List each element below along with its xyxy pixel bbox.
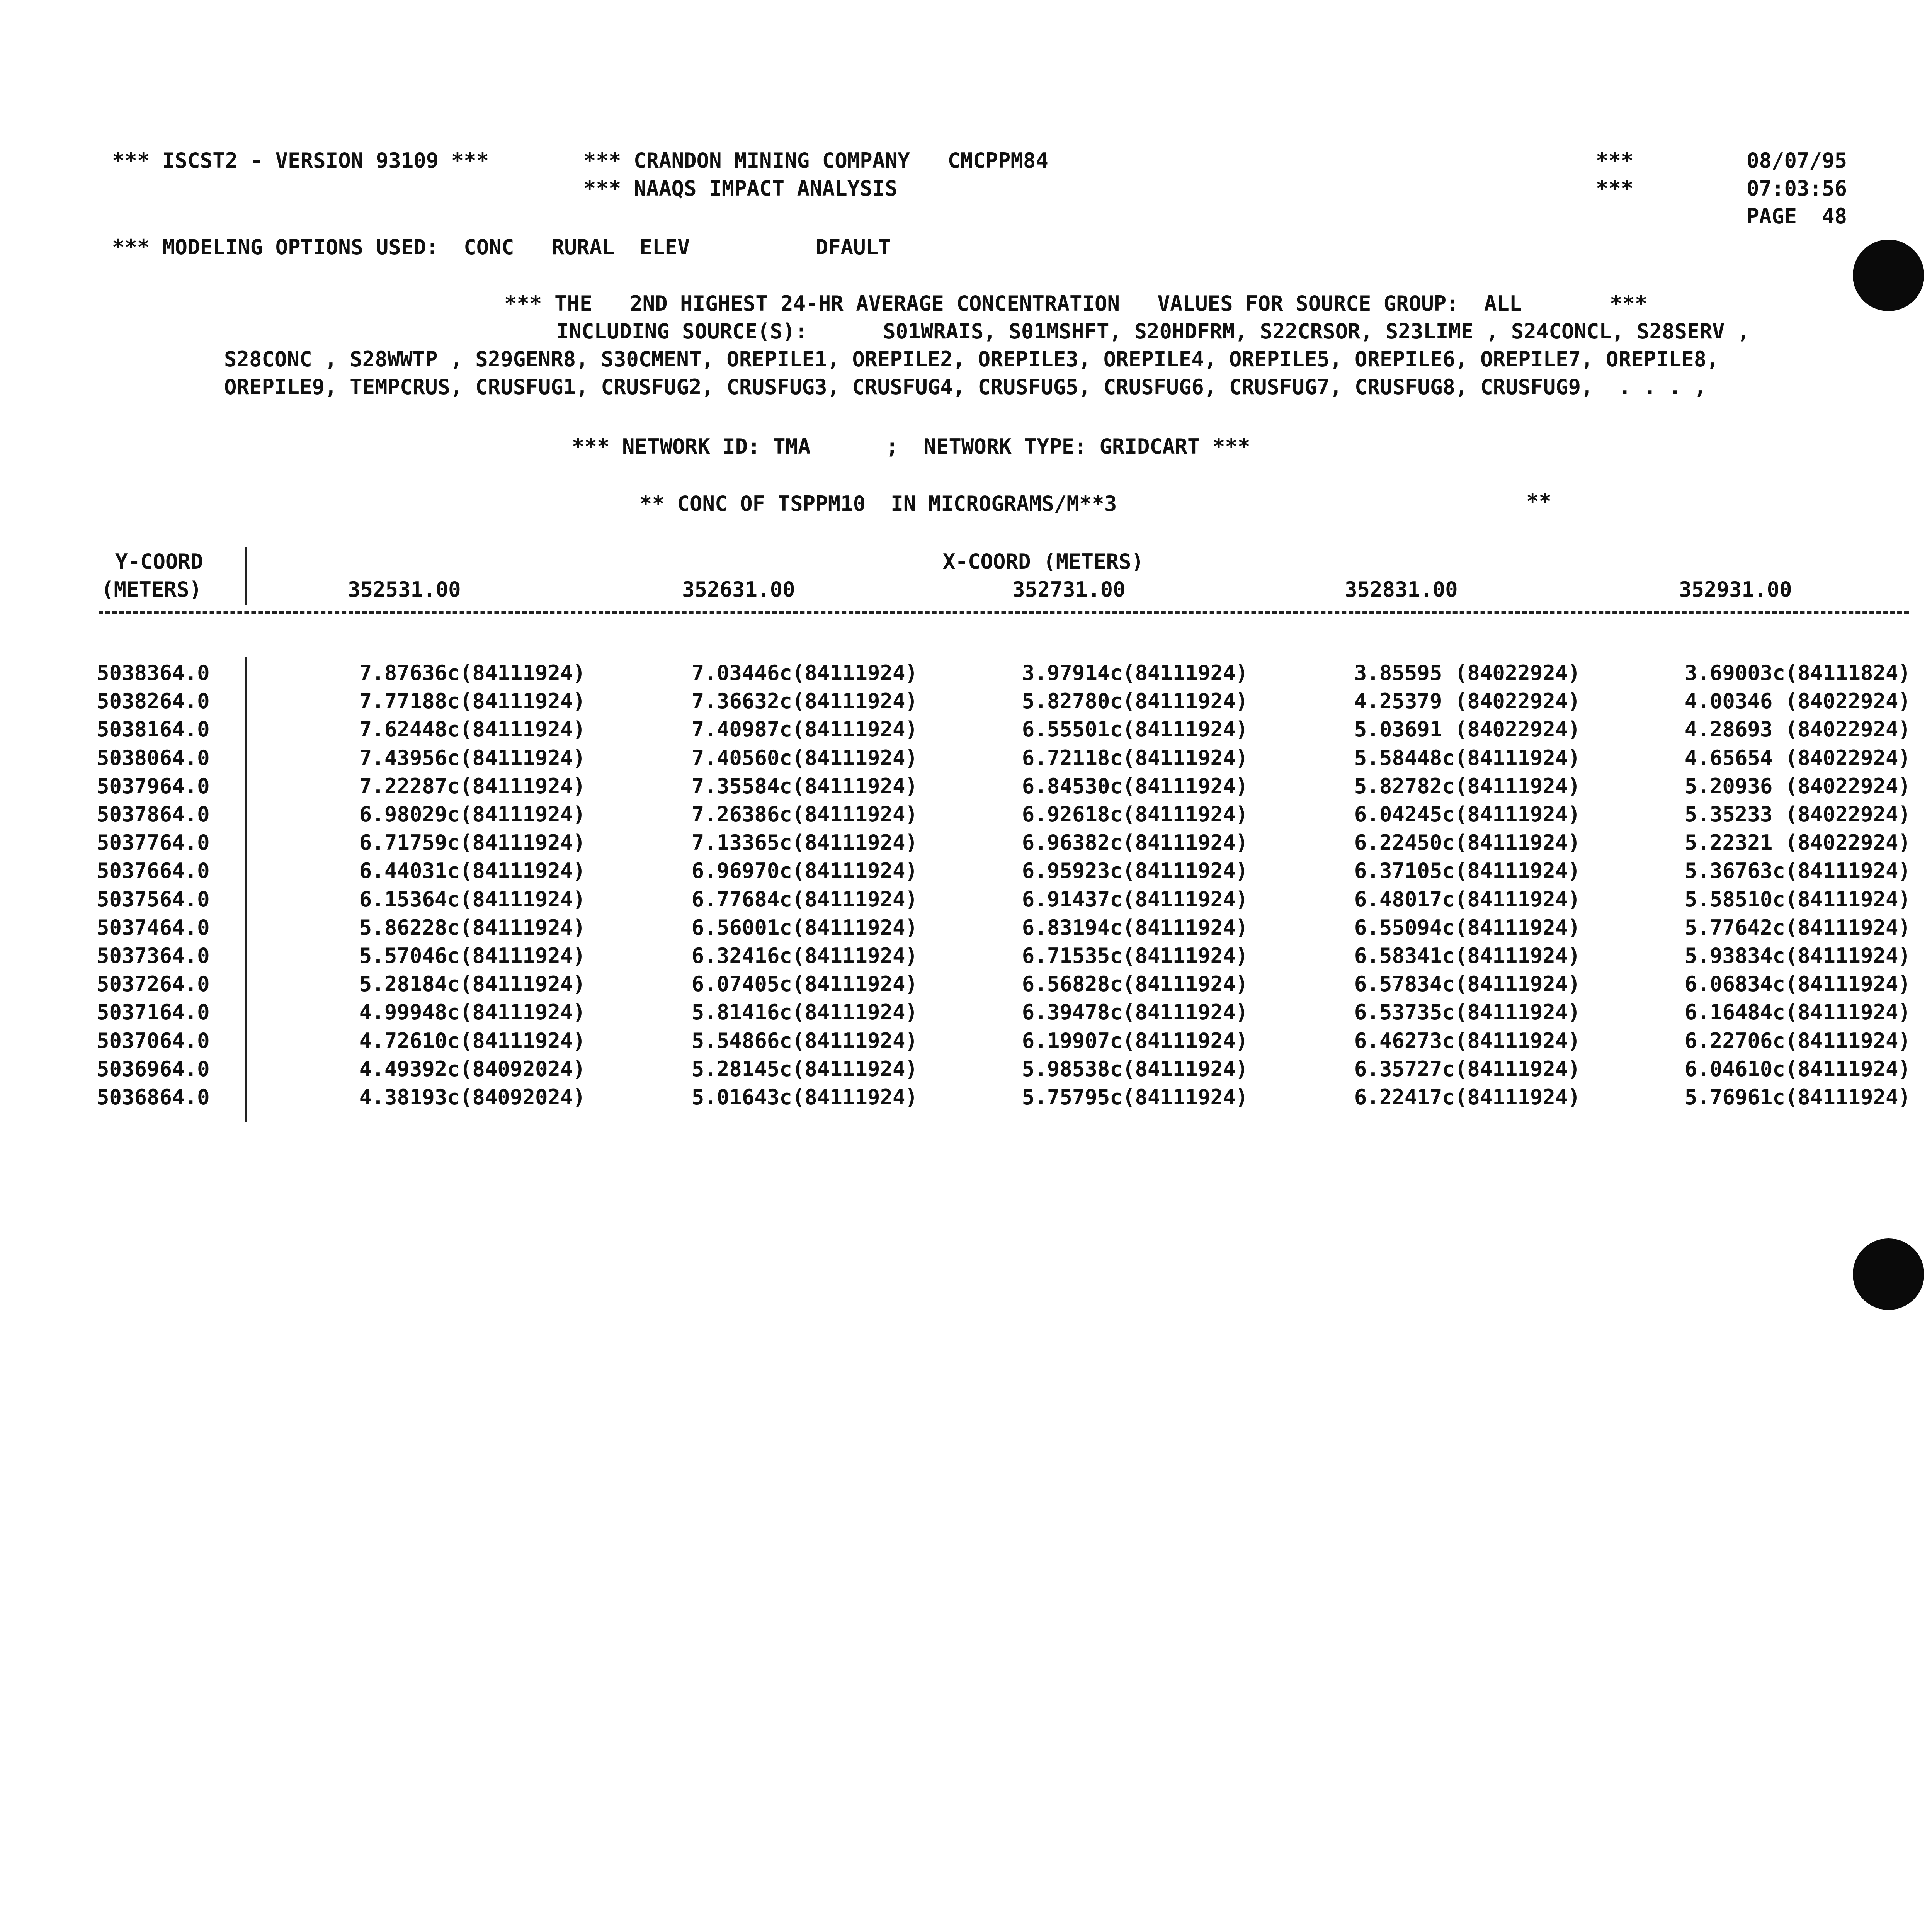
- concentration-value: 6.22706c(84111924): [1684, 1028, 1911, 1053]
- concentration-value: 5.86228c(84111924): [359, 915, 585, 940]
- concentration-value: 6.77684c(84111924): [691, 887, 918, 912]
- table-row: [0, 970, 1932, 998]
- concentration-value: 5.03691 (84022924): [1354, 717, 1580, 742]
- concentration-value: 7.35584c(84111924): [691, 774, 918, 798]
- concentration-value: 5.82780c(84111924): [1022, 689, 1248, 714]
- concentration-value: 5.54866c(84111924): [691, 1028, 918, 1053]
- concentration-value: 7.62448c(84111924): [359, 717, 585, 742]
- concentration-value: 6.22450c(84111924): [1354, 830, 1580, 855]
- concentration-value: 6.32416c(84111924): [691, 944, 918, 968]
- table-row: [0, 744, 1932, 772]
- concentration-value: 7.26386c(84111924): [691, 802, 918, 827]
- report-date: 08/07/95: [1747, 148, 1847, 173]
- table-row: [0, 659, 1932, 687]
- concentration-value: 6.44031c(84111924): [359, 859, 585, 883]
- concentration-value: 3.69003c(84111824): [1684, 661, 1911, 685]
- header-stars-2: ***: [1596, 176, 1634, 201]
- concentration-value: 7.43956c(84111924): [359, 745, 585, 770]
- concentration-value: 6.06834c(84111924): [1684, 972, 1911, 997]
- concentration-value: 7.40987c(84111924): [691, 717, 918, 742]
- header-stars-1: ***: [1596, 148, 1634, 173]
- table-row: [0, 772, 1932, 800]
- y-coordinate: 5038264.0: [97, 689, 210, 714]
- y-coordinate: 5036964.0: [97, 1056, 210, 1081]
- concentration-value: 6.96970c(84111924): [691, 859, 918, 883]
- concentration-value: 6.72118c(84111924): [1022, 745, 1248, 770]
- concentration-value: 4.25379 (84022924): [1354, 689, 1580, 714]
- header-divider: [245, 547, 247, 605]
- table-row: [0, 687, 1932, 715]
- concentration-value: 7.40560c(84111924): [691, 745, 918, 770]
- table-row: [0, 998, 1932, 1026]
- concentration-value: 6.92618c(84111924): [1022, 802, 1248, 827]
- concentration-value: 6.95923c(84111924): [1022, 859, 1248, 883]
- concentration-value: 6.55501c(84111924): [1022, 717, 1248, 742]
- table-row: [0, 1027, 1932, 1055]
- y-coord-label: Y-COORD: [115, 549, 203, 574]
- concentration-value: 6.55094c(84111924): [1354, 915, 1580, 940]
- concentration-value: 6.57834c(84111924): [1354, 972, 1580, 997]
- concentration-value: 5.36763c(84111924): [1684, 859, 1911, 883]
- concentration-value: 6.83194c(84111924): [1022, 915, 1248, 940]
- concentration-value: 6.19907c(84111924): [1022, 1028, 1248, 1053]
- column-header: 352531.00: [348, 577, 461, 602]
- concentration-value: 6.07405c(84111924): [691, 972, 918, 997]
- column-header: 352831.00: [1345, 577, 1458, 602]
- concentration-value: 6.56828c(84111924): [1022, 972, 1248, 997]
- concentration-value: 5.28184c(84111924): [359, 972, 585, 997]
- sources-line-3: OREPILE9, TEMPCRUS, CRUSFUG1, CRUSFUG2, CRUSFUG3, CRUSFUG4, CRUSFUG5, CRUSFUG6, CRUSFUG7, CRUSFUG8, CRUSFUG9, . . . ,: [224, 375, 1707, 399]
- concentration-value: 4.38193c(84092024): [359, 1085, 585, 1109]
- table-row: [0, 801, 1932, 828]
- column-header: 352731.00: [1012, 577, 1126, 602]
- concentration-value: 6.04245c(84111924): [1354, 802, 1580, 827]
- y-coordinate: 5038164.0: [97, 717, 210, 742]
- concentration-value: 6.98029c(84111924): [359, 802, 585, 827]
- concentration-value: 6.84530c(84111924): [1022, 774, 1248, 798]
- y-coordinate: 5037464.0: [97, 915, 210, 940]
- y-coordinate: 5037564.0: [97, 887, 210, 912]
- concentration-value: 6.15364c(84111924): [359, 887, 585, 912]
- y-coordinate: 5038064.0: [97, 745, 210, 770]
- analysis-title: *** NAAQS IMPACT ANALYSIS: [583, 176, 898, 201]
- concentration-value: 4.49392c(84092024): [359, 1056, 585, 1081]
- concentration-value: 5.98538c(84111924): [1022, 1056, 1248, 1081]
- concentration-value: 5.58448c(84111924): [1354, 745, 1580, 770]
- concentration-value: 7.77188c(84111924): [359, 689, 585, 714]
- report-time: 07:03:56: [1747, 176, 1847, 201]
- x-coord-label: X-COORD (METERS): [943, 549, 1144, 574]
- punch-hole: [1853, 1238, 1924, 1310]
- table-row: [0, 886, 1932, 913]
- program-version: *** ISCST2 - VERSION 93109 ***: [112, 148, 489, 173]
- concentration-value: 6.96382c(84111924): [1022, 830, 1248, 855]
- table-row: [0, 1055, 1932, 1083]
- network-info: *** NETWORK ID: TMA ; NETWORK TYPE: GRIDCART ***: [572, 434, 1250, 459]
- summary-title: *** THE 2ND HIGHEST 24-HR AVERAGE CONCENTRATION VALUES FOR SOURCE GROUP: ALL ***: [504, 291, 1648, 316]
- table-row: [0, 716, 1932, 743]
- y-coordinate: 5037164.0: [97, 1000, 210, 1025]
- table-row: [0, 1083, 1932, 1111]
- concentration-value: 5.01643c(84111924): [691, 1085, 918, 1109]
- concentration-value: 5.35233 (84022924): [1684, 802, 1911, 827]
- concentration-value: 3.85595 (84022924): [1354, 661, 1580, 685]
- table-row: [0, 914, 1932, 942]
- concentration-value: 7.87636c(84111924): [359, 661, 585, 685]
- y-coordinate: 5037964.0: [97, 774, 210, 798]
- concentration-value: 5.93834c(84111924): [1684, 944, 1911, 968]
- y-coordinate: 5037364.0: [97, 944, 210, 968]
- concentration-value: 5.77642c(84111924): [1684, 915, 1911, 940]
- concentration-value: 5.57046c(84111924): [359, 944, 585, 968]
- concentration-value: 7.03446c(84111924): [691, 661, 918, 685]
- concentration-value: 6.35727c(84111924): [1354, 1056, 1580, 1081]
- modeling-options: *** MODELING OPTIONS USED: CONC RURAL ELEV DFAULT: [112, 235, 891, 259]
- concentration-value: 6.16484c(84111924): [1684, 1000, 1911, 1025]
- page-number: PAGE 48: [1747, 204, 1847, 228]
- concentration-value: 5.20936 (84022924): [1684, 774, 1911, 798]
- y-coordinate: 5037864.0: [97, 802, 210, 827]
- y-coordinate: 5036864.0: [97, 1085, 210, 1109]
- company-title: *** CRANDON MINING COMPANY CMCPPM84: [583, 148, 1048, 173]
- concentration-value: 6.39478c(84111924): [1022, 1000, 1248, 1025]
- y-coord-units: (METERS): [101, 577, 202, 602]
- concentration-value: 6.53735c(84111924): [1354, 1000, 1580, 1025]
- table-row: [0, 942, 1932, 970]
- concentration-value: 4.00346 (84022924): [1684, 689, 1911, 714]
- concentration-value: 5.81416c(84111924): [691, 1000, 918, 1025]
- concentration-value: 5.82782c(84111924): [1354, 774, 1580, 798]
- sources-line-2: S28CONC , S28WWTP , S29GENR8, S30CMENT, OREPILE1, OREPILE2, OREPILE3, OREPILE4, OREPILE5, OREPILE6, OREPILE7, OREPILE8,: [224, 347, 1719, 371]
- sources-line-1: INCLUDING SOURCE(S): S01WRAIS, S01MSHFT, S20HDFRM, S22CRSOR, S23LIME , S24CONCL, S28SERV ,: [556, 319, 1750, 344]
- y-coordinate: 5037764.0: [97, 830, 210, 855]
- concentration-value: 4.65654 (84022924): [1684, 745, 1911, 770]
- concentration-value: 5.28145c(84111924): [691, 1056, 918, 1081]
- concentration-value: 4.28693 (84022924): [1684, 717, 1911, 742]
- punch-hole: [1853, 240, 1924, 311]
- table-row: [0, 829, 1932, 857]
- concentration-value: 3.97914c(84111924): [1022, 661, 1248, 685]
- concentration-units: ** CONC OF TSPPM10 IN MICROGRAMS/M**3: [639, 492, 1117, 516]
- concentration-value: 4.72610c(84111924): [359, 1028, 585, 1053]
- concentration-value: 6.04610c(84111924): [1684, 1056, 1911, 1081]
- concentration-value: 4.99948c(84111924): [359, 1000, 585, 1025]
- dashed-separator: [99, 611, 1909, 616]
- concentration-stars: **: [1526, 489, 1552, 514]
- y-coordinate: 5037264.0: [97, 972, 210, 997]
- table-row: [0, 857, 1932, 885]
- y-coordinate: 5037064.0: [97, 1028, 210, 1053]
- concentration-value: 6.48017c(84111924): [1354, 887, 1580, 912]
- concentration-value: 6.58341c(84111924): [1354, 944, 1580, 968]
- concentration-value: 6.71759c(84111924): [359, 830, 585, 855]
- concentration-value: 5.76961c(84111924): [1684, 1085, 1911, 1109]
- column-header: 352931.00: [1679, 577, 1792, 602]
- concentration-value: 5.75795c(84111924): [1022, 1085, 1248, 1109]
- concentration-value: 6.22417c(84111924): [1354, 1085, 1580, 1109]
- y-coordinate: 5037664.0: [97, 859, 210, 883]
- y-coordinate: 5038364.0: [97, 661, 210, 685]
- concentration-value: 6.71535c(84111924): [1022, 944, 1248, 968]
- concentration-value: 7.36632c(84111924): [691, 689, 918, 714]
- concentration-value: 5.22321 (84022924): [1684, 830, 1911, 855]
- concentration-value: 6.56001c(84111924): [691, 915, 918, 940]
- concentration-value: 6.46273c(84111924): [1354, 1028, 1580, 1053]
- concentration-value: 7.13365c(84111924): [691, 830, 918, 855]
- concentration-value: 6.91437c(84111924): [1022, 887, 1248, 912]
- concentration-value: 6.37105c(84111924): [1354, 859, 1580, 883]
- concentration-value: 7.22287c(84111924): [359, 774, 585, 798]
- column-header: 352631.00: [682, 577, 795, 602]
- concentration-value: 5.58510c(84111924): [1684, 887, 1911, 912]
